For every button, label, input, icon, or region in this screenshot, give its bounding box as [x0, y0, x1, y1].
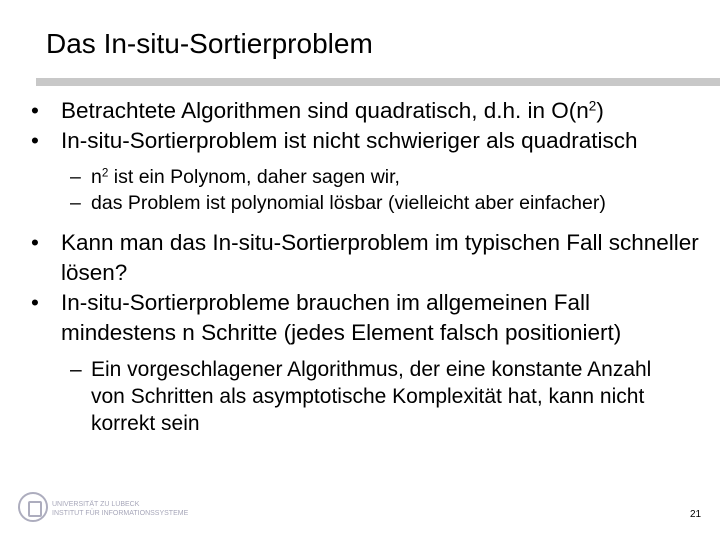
dash-marker: – — [70, 166, 81, 188]
bullet-text: Kann man das In-situ-Sortierproblem im typischen Fall schneller lösen? — [61, 230, 699, 285]
bullet-item — [0, 96, 701, 126]
bullet-text-end: ) — [596, 98, 604, 123]
footer-line-institute: INSTITUT FÜR INFORMATIONSSYSTEME — [52, 510, 189, 517]
page-number: 21 — [690, 509, 702, 520]
footer-line-university: UNIVERSITÄT ZU LÜBECK — [52, 501, 140, 508]
sub-bullet-text-start: n — [91, 166, 102, 188]
superscript: 2 — [101, 166, 109, 180]
bullet-marker: • — [31, 290, 39, 315]
bullet-item — [0, 126, 701, 156]
sub-bullet-item — [0, 356, 691, 437]
sub-bullet-text: ist ein Polynom, daher sagen wir, — [108, 166, 400, 188]
bullet-text: In-situ-Sortierprobleme brauchen im allgemeinen Fall mindestens n Schritte (jedes Element falsch positioniert) — [61, 290, 622, 345]
university-seal-logo — [18, 492, 48, 522]
sub-bullet-text: Ein vorgeschlagener Algorithmus, der eine konstante Anzahl von Schritten als asymptotische Komplexität hat, kann nicht korrekt sein — [91, 358, 652, 435]
bullet-item — [0, 228, 701, 288]
bullet-marker: • — [31, 230, 39, 255]
title-divider — [36, 78, 720, 86]
sub-bullet-text: das Problem ist polynomial lösbar (vielleicht aber einfacher) — [91, 192, 606, 214]
bullet-text: Betrachtete Algorithmen sind quadratisch, d.h. in O(n — [61, 98, 589, 123]
superscript: 2 — [588, 98, 597, 114]
dash-marker: – — [70, 192, 81, 214]
sub-bullet-item — [0, 164, 651, 190]
bullet-text: In-situ-Sortierproblem ist nicht schwieriger als quadratisch — [61, 128, 638, 153]
bullet-marker: • — [31, 98, 39, 123]
slide-body — [0, 96, 720, 437]
slide-title: Das In-situ-Sortierproblem — [46, 28, 373, 59]
bullet-item — [0, 288, 701, 348]
footer-institution — [52, 500, 188, 518]
dash-marker: – — [70, 358, 82, 381]
bullet-marker: • — [31, 128, 39, 153]
sub-bullet-item — [0, 190, 651, 216]
